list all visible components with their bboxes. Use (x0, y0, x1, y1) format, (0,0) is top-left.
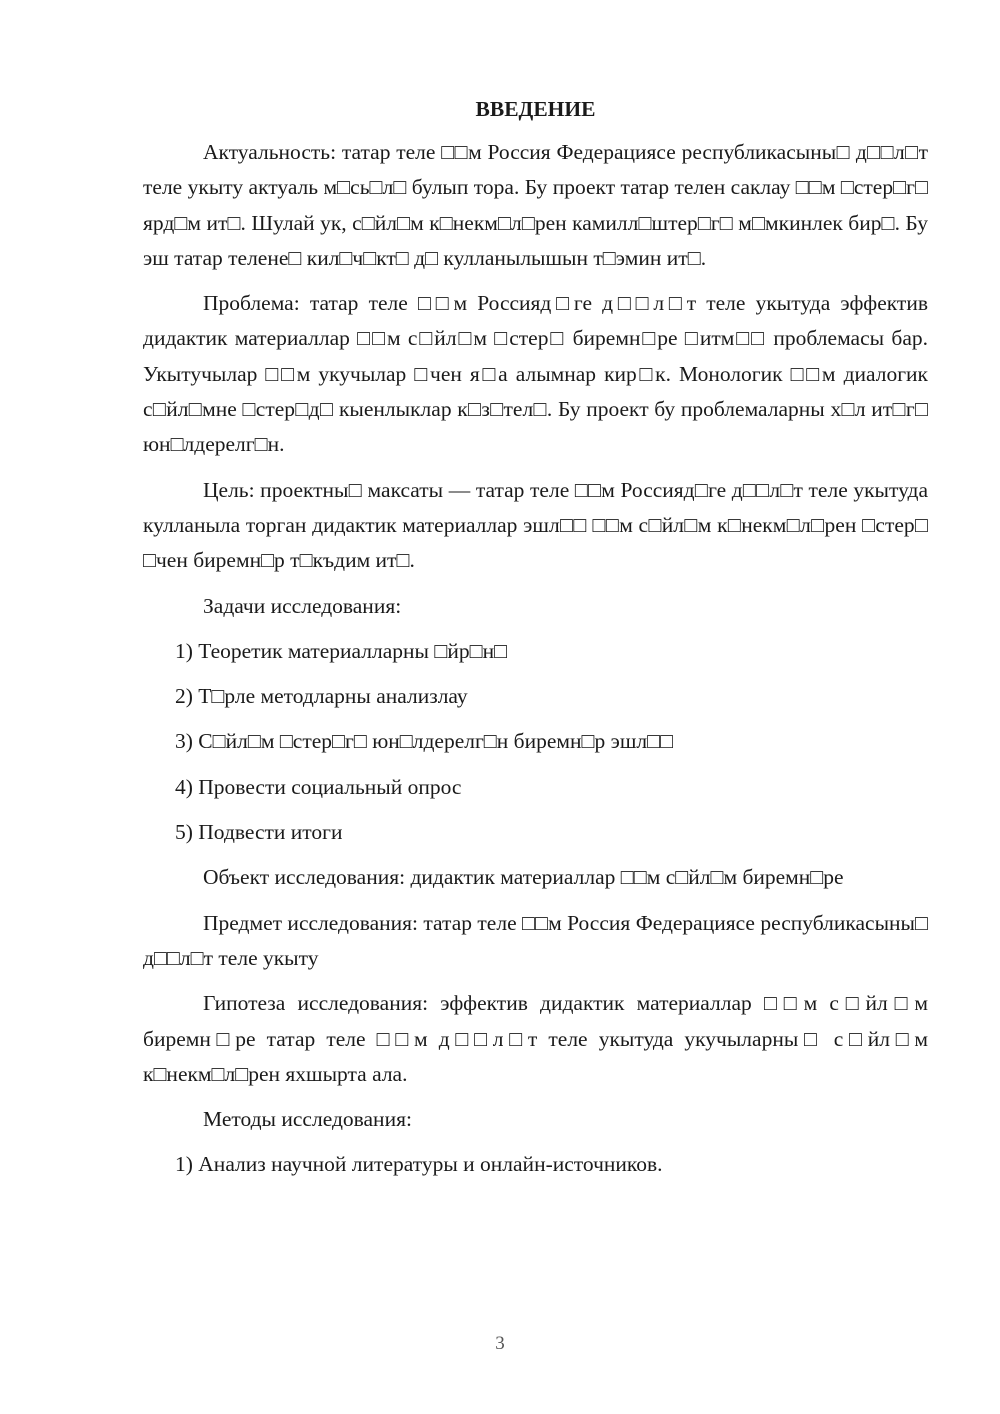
task-item: 2) Т□рле методларны анализлау (175, 684, 468, 709)
hypothesis-paragraph: Гипотеза исследования: эффектив дидактик материаллар □□м с□йл□м биремн□ре татар теле □□м д□□л□т теле укытуда укучыларны□ с□йл□м к□некм□л□рен яхшырта ала. (143, 991, 928, 1086)
task-item: 3) С□йл□м □стер□г□ юн□лдерелг□н биремн□р эшл□□ (175, 729, 674, 754)
subject-paragraph: Предмет исследования: татар теле □□м Россия Федерациясе республикасыны□ д□□л□т теле укыту (143, 910, 928, 970)
page-number: 3 (495, 1333, 505, 1354)
relevance-paragraph: Актуальность: татар теле □□м Россия Федерациясе республикасыны□ д□□л□т теле укыту актуаль м□сь□л□ булып тора. Бу проект татар телен саклау □□м □стер□г□ ярд□м ит□. Шулай ук, с□йл□м к□некм□л□рен камилл□штер□г□ м□мкинлек бир□. Бу эш татар телене□ кил□ч□кт□ д□ кулланылышын т□эмин ит□. (143, 140, 928, 270)
methods-heading: Методы исследования: (203, 1107, 412, 1132)
task-item: 1) Теоретик материалларны □йр□н□ (175, 638, 508, 663)
goal-paragraph: Цель: проектны□ максаты — татар теле □□м Россияд□ге д□□л□т теле укытуда кулланыла торган дидактик материаллар эшл□□ □□м с□йл□м к□некм□л□рен □стер□ □чен биремн□р т□къдим ит□. (143, 477, 928, 573)
object-paragraph: Объект исследования: дидактик материаллар □□м с□йл□м биремн□ре (203, 865, 844, 890)
document-page (143, 95, 928, 1193)
problem-paragraph: Проблема: татар теле □□м Россияд□ге д□□л□т теле укытуда эффектив дидактик материаллар □□м с□йл□м □стер□ биремн□ре □итм□□ проблемасы бар. Укытучылар □□м укучылар □чен я□а алымнар кир□к. Монологик □□м диалогик с□йл□мне □стер□д□ кыенлыклар к□з□тел□. Бу проект бу проблемаларны х□л ит□г□ юн□лдерелг□н. (143, 291, 928, 457)
task-item: 4) Провести социальный опрос (175, 774, 462, 799)
task-item: 5) Подвести итоги (175, 820, 343, 845)
method-item: 1) Анализ научной литературы и онлайн-источников. (175, 1152, 663, 1177)
section-title: ВВЕДЕНИЕ (475, 97, 596, 121)
tasks-heading: Задачи исследования: (203, 593, 402, 618)
